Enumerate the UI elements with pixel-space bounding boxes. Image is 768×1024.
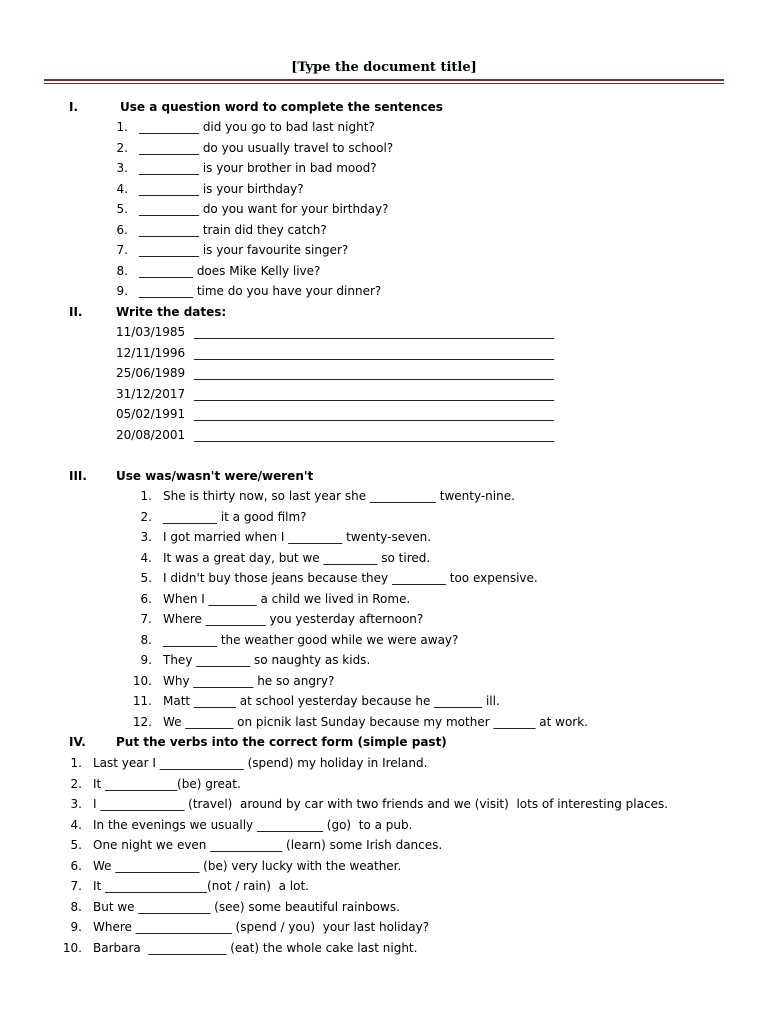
exercise-item: _________ time do you have your dinner? xyxy=(139,284,382,298)
item-number: 8. xyxy=(116,263,128,278)
exercise-item: It ____________(be) great. xyxy=(93,776,241,791)
exercise-item: But we ____________ (see) some beautiful rainbows. xyxy=(93,899,400,914)
item-number: 5. xyxy=(140,571,152,585)
section-numeral: II. xyxy=(69,305,83,319)
exercise-item: __________ is your favourite singer? xyxy=(139,243,349,257)
date-label: 20/08/2001 xyxy=(116,427,186,442)
item-number: 3. xyxy=(70,797,82,811)
answer-blank-line: ____________________________________________________________ xyxy=(194,325,554,339)
item-number: 12. xyxy=(132,714,152,729)
item-number: 7. xyxy=(70,879,82,893)
exercise-item: _________ the weather good while we were away? xyxy=(163,632,459,647)
exercise-item: When I ________ a child we lived in Rome. xyxy=(163,591,411,606)
exercise-item: We ______________ (be) very lucky with the weather. xyxy=(93,858,402,873)
date-label: 05/02/1991 xyxy=(116,407,186,421)
section-heading: Use was/wasn't were/weren't xyxy=(116,469,314,483)
item-number: 2. xyxy=(140,509,152,524)
item-number: 1. xyxy=(140,489,152,503)
item-number: 2. xyxy=(70,776,82,791)
item-number: 4. xyxy=(70,817,82,832)
exercise-item: It was a great day, but we _________ so tired. xyxy=(163,550,431,565)
exercise-item: __________ train did they catch? xyxy=(139,222,327,237)
answer-blank-line: ____________________________________________________________ xyxy=(194,386,554,401)
exercise-item: _________ does Mike Kelly live? xyxy=(139,263,321,278)
exercise-item: In the evenings we usually ___________ (go) to a pub. xyxy=(93,817,413,832)
exercise-item: She is thirty now, so last year she ___________ twenty-nine. xyxy=(163,489,515,503)
section-heading: Write the dates: xyxy=(116,305,227,319)
exercise-item: __________ is your birthday? xyxy=(139,181,304,196)
item-number: 1. xyxy=(70,756,82,770)
document-title: [Type the document title] xyxy=(291,60,477,75)
item-number: 8. xyxy=(70,899,82,914)
item-number: 9. xyxy=(70,920,82,934)
item-number: 10. xyxy=(62,940,82,955)
item-number: 7. xyxy=(140,612,152,626)
date-label: 31/12/2017 xyxy=(116,386,186,401)
date-label: 25/06/1989 xyxy=(116,366,186,380)
item-number: 9. xyxy=(116,284,128,298)
section-numeral: III. xyxy=(69,469,87,483)
section-numeral: IV. xyxy=(69,735,86,749)
item-number: 9. xyxy=(140,653,152,667)
date-label: 11/03/1985 xyxy=(116,325,186,339)
exercise-item: Barbara _____________ (eat) the whole cake last night. xyxy=(93,940,418,955)
item-number: 6. xyxy=(70,858,82,873)
exercise-item: They _________ so naughty as kids. xyxy=(163,653,371,667)
exercise-item: __________ do you usually travel to school? xyxy=(139,140,394,155)
item-number: 6. xyxy=(140,591,152,606)
exercise-item: Matt _______ at school yesterday because he ________ ill. xyxy=(163,694,500,708)
exercise-item: We ________ on picnik last Sunday because my mother _______ at work. xyxy=(163,714,588,729)
item-number: 7. xyxy=(116,243,128,257)
date-label: 12/11/1996 xyxy=(116,345,186,360)
item-number: 3. xyxy=(116,161,128,175)
answer-blank-line: ____________________________________________________________ xyxy=(194,366,554,380)
exercise-item: Where __________ you yesterday afternoon? xyxy=(163,612,424,626)
item-number: 5. xyxy=(70,838,82,852)
item-number: 1. xyxy=(116,120,128,134)
exercise-item: Last year I ______________ (spend) my holiday in Ireland. xyxy=(93,756,428,770)
exercise-item: I ______________ (travel) around by car with two friends and we (visit) lots of interesting places. xyxy=(93,797,669,811)
answer-blank-line: ____________________________________________________________ xyxy=(194,407,554,421)
section-heading: Put the verbs into the correct form (simple past) xyxy=(116,735,447,749)
exercise-item: One night we even ____________ (learn) some Irish dances. xyxy=(93,838,443,852)
exercise-item: I didn't buy those jeans because they _________ too expensive. xyxy=(163,571,538,585)
exercise-item: It _________________(not / rain) a lot. xyxy=(93,879,309,893)
exercise-item: __________ is your brother in bad mood? xyxy=(139,161,377,175)
exercise-item: __________ did you go to bad last night? xyxy=(139,120,375,134)
item-number: 4. xyxy=(116,181,128,196)
exercise-item: _________ it a good film? xyxy=(163,509,307,524)
exercise-item: I got married when I _________ twenty-seven. xyxy=(163,530,432,544)
section-numeral: I. xyxy=(69,100,79,114)
item-number: 4. xyxy=(140,550,152,565)
item-number: 6. xyxy=(116,222,128,237)
title-rule-thick xyxy=(44,79,724,81)
answer-blank-line: ____________________________________________________________ xyxy=(194,345,554,360)
exercise-item: __________ do you want for your birthday? xyxy=(139,202,389,216)
exercise-item: Why __________ he so angry? xyxy=(163,673,335,688)
item-number: 11. xyxy=(132,694,152,708)
answer-blank-line: ____________________________________________________________ xyxy=(194,427,554,442)
exercise-item: Where ________________ (spend / you) your last holiday? xyxy=(93,920,430,934)
item-number: 3. xyxy=(140,530,152,544)
item-number: 10. xyxy=(132,673,152,688)
title-rule-thin xyxy=(44,83,724,84)
section-heading: Use a question word to complete the sentences xyxy=(120,100,443,114)
item-number: 8. xyxy=(140,632,152,647)
item-number: 2. xyxy=(116,140,128,155)
item-number: 5. xyxy=(116,202,128,216)
